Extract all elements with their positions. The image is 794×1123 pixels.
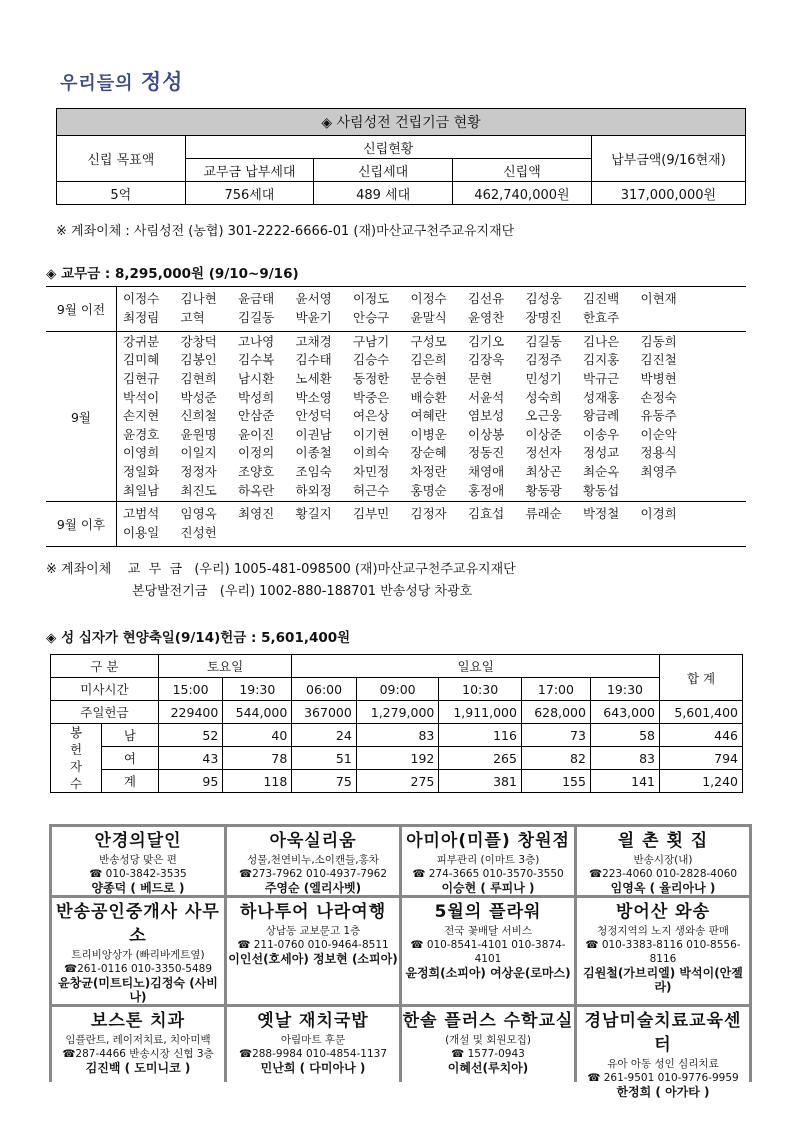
- ad-line: ☎273-7962 010-4937-7962: [238, 868, 388, 880]
- sum-cell: 75: [292, 770, 356, 793]
- member-name: 차민정: [353, 463, 390, 479]
- member-name: 구남기: [353, 333, 390, 349]
- ad-person: 이인선(호세아) 정보현 (소피아): [228, 952, 398, 966]
- member-name: 민성기: [525, 371, 562, 387]
- ad-title: 하나투어 나라여행: [239, 902, 387, 922]
- ad-line: 트리비앙상가 (빠리바게트옆): [71, 949, 205, 961]
- female-cell: 82: [521, 747, 590, 770]
- ad-person: 이혜선(루치아): [447, 1061, 529, 1075]
- female-cell: 794: [660, 747, 743, 770]
- ad-line: ☎ 261-9501 010-9776-9959: [587, 1072, 739, 1084]
- member-name: 김수복: [238, 352, 275, 368]
- sum-cell: 1,240: [660, 770, 743, 793]
- cash-cell: 643,000: [590, 701, 659, 724]
- female-cell: 78: [223, 747, 292, 770]
- transfer-label-2: 본당발전기금: [132, 584, 208, 599]
- member-name: 박성준: [180, 389, 217, 405]
- sum-cell: 155: [521, 770, 590, 793]
- member-name: 류래순: [525, 506, 562, 522]
- member-name: 이병운: [410, 426, 447, 442]
- ad-line: ☎287-4466 반송시장 신협 3층: [62, 1048, 214, 1060]
- member-name: 이일지: [180, 445, 217, 461]
- member-name: 오근웅: [525, 408, 562, 424]
- fund-table: [56, 108, 746, 205]
- ad-person: 윤정희(소피아) 여상운(로마스): [405, 966, 571, 980]
- member-name: 손지현: [123, 408, 160, 424]
- member-name: 황동광: [525, 482, 562, 498]
- ad-line: ☎ 010-8541-4101 010-3874-4101: [410, 939, 566, 965]
- member-name: 최상곤: [525, 463, 562, 479]
- transfer-prefix: ※ 계좌이체: [46, 562, 112, 577]
- member-name: 황동섭: [583, 482, 620, 498]
- member-name: 김진백: [583, 291, 620, 307]
- transfer-label-1: 교 무 금: [127, 562, 183, 577]
- male-cell: 83: [356, 724, 439, 747]
- male-cell: 24: [292, 724, 356, 747]
- member-name: 김은희: [410, 352, 447, 368]
- times-cell: 10:30: [439, 678, 522, 701]
- sum-cell: 118: [223, 770, 292, 793]
- ad-title: 반송공인중개사 사무소: [56, 902, 220, 946]
- ad-line: 반송성당 맞은 편: [99, 854, 177, 866]
- member-name: 홍명순: [410, 482, 447, 498]
- member-name: 이경희: [640, 506, 677, 522]
- sum-header: 계: [102, 770, 159, 793]
- member-name: 이상봉: [468, 426, 505, 442]
- ad-line: 상남동 교보문고 1층: [265, 925, 361, 937]
- ad-line: 유아 아동 성인 심리치료: [607, 1058, 719, 1070]
- member-name: 성숙희: [525, 389, 562, 405]
- ad-title: 경남미술치료교육센터: [584, 1011, 742, 1055]
- female-cell: 51: [292, 747, 356, 770]
- member-name: 이희숙: [353, 445, 390, 461]
- member-name: 허근수: [353, 482, 390, 498]
- member-name: 손정숙: [640, 389, 677, 405]
- ad-title: 방어산 와송: [615, 902, 711, 922]
- member-name: 안삼준: [238, 408, 275, 424]
- female-cell: 43: [158, 747, 222, 770]
- transfer-line-1: (우리) 1005-481-098500 (재)마산교구천주교유지재단: [194, 562, 516, 577]
- times-cell: 15:00: [158, 678, 222, 701]
- ad-person: 김원철(가브리엘) 박석이(안젤라): [583, 966, 743, 994]
- member-name: 하외정: [295, 482, 332, 498]
- ad-person: 양종덕 ( 베드로 ): [91, 881, 185, 895]
- offering-table: [50, 654, 743, 793]
- member-name: 이정도: [353, 291, 390, 307]
- member-name: 신희철: [180, 408, 217, 424]
- saturday-header: 토요일: [158, 655, 291, 678]
- times-cell: 19:30: [223, 678, 292, 701]
- male-cell: 58: [590, 724, 659, 747]
- pledge-households-header: 신립세대: [314, 159, 453, 182]
- member-name: 구성모: [410, 333, 447, 349]
- group-label: 9월 이전: [46, 287, 117, 332]
- member-name: 박규근: [583, 371, 620, 387]
- member-name: 정선자: [525, 445, 562, 461]
- ad-card: [52, 827, 224, 895]
- member-name: 하옥란: [238, 482, 275, 498]
- member-name: 김나현: [180, 291, 217, 307]
- member-name: 김현희: [180, 371, 217, 387]
- ad-person: 임영옥 ( 율리아나 ): [610, 881, 716, 895]
- male-cell: 40: [223, 724, 292, 747]
- name-grid: [117, 333, 746, 500]
- transfer-note: [46, 559, 516, 603]
- member-name: 안승구: [353, 310, 390, 325]
- ad-title: 아미아(미플) 창원점: [406, 831, 570, 851]
- ad-title: 5월의 플라워: [434, 902, 542, 922]
- member-name: 이정의: [238, 445, 275, 461]
- ad-line: (개설 및 회원모집): [445, 1034, 531, 1046]
- member-name: 정일화: [123, 463, 160, 479]
- sum-cell: 95: [158, 770, 222, 793]
- member-name: 김기오: [468, 333, 505, 349]
- ad-title: 아욱실리움: [269, 831, 357, 851]
- ad-line: ☎288-9984 010-4854-1137: [238, 1048, 388, 1060]
- member-name: 진성헌: [180, 525, 217, 540]
- member-name: 최영주: [640, 463, 677, 479]
- member-name: 성재홍: [583, 389, 620, 405]
- member-name: 이기현: [353, 426, 390, 442]
- member-name: 김수태: [295, 352, 332, 368]
- member-name: 이순악: [640, 426, 677, 442]
- ad-person: 윤창균(미트티노)김정숙 (사비나): [58, 976, 218, 1004]
- member-name: 장명진: [525, 310, 562, 325]
- member-name: 노세환: [295, 371, 332, 387]
- member-name: 박소영: [295, 389, 332, 405]
- member-name: 임영옥: [180, 506, 217, 522]
- member-name: 김성웅: [525, 291, 562, 307]
- ad-line: ☎223-4060 010-2828-4060: [588, 868, 738, 880]
- status-header: 신립현황: [185, 136, 591, 159]
- ad-line: ☎261-0116 010-3350-5489: [63, 963, 213, 975]
- member-name: 유동주: [640, 408, 677, 424]
- member-name: 안성덕: [295, 408, 332, 424]
- pledge-households-value: 489 세대: [314, 182, 453, 205]
- member-name: 최순옥: [583, 463, 620, 479]
- member-name: 윤금태: [238, 291, 275, 307]
- cash-cell: 229400: [158, 701, 222, 724]
- ad-person: 김진백 ( 도미니코 ): [85, 1061, 191, 1075]
- ad-card: [227, 898, 399, 1004]
- times-cell: 19:30: [590, 678, 659, 701]
- total-header: 합 계: [660, 655, 743, 701]
- time-header: 미사시간: [51, 678, 159, 701]
- ad-line: 임플란트, 레이저치료, 치아미백: [65, 1034, 211, 1046]
- member-name: 한효주: [583, 310, 620, 325]
- group-label: 9월: [46, 332, 117, 502]
- ad-person: 민난희 ( 다미아나 ): [260, 1061, 366, 1075]
- ad-line: 전국 꽃배달 서비스: [444, 925, 532, 937]
- member-name: 왕금례: [583, 408, 620, 424]
- member-name: 차정란: [410, 463, 447, 479]
- sum-cell: 275: [356, 770, 439, 793]
- sum-cell: 381: [439, 770, 522, 793]
- ad-title: 옛날 재치국밥: [257, 1011, 369, 1031]
- member-name: 김나은: [583, 333, 620, 349]
- member-name: 윤경호: [123, 426, 160, 442]
- ad-title: 보스톤 치과: [90, 1011, 186, 1031]
- group-label: 9월 이후: [46, 502, 117, 547]
- ad-person: 이승현 ( 루피나 ): [441, 881, 535, 895]
- ad-line: 성물,천연비누,소이캔들,홍차: [247, 854, 379, 866]
- times-cell: 06:00: [292, 678, 356, 701]
- account-note: ※ 계좌이체 : 사림성전 (농협) 301-2222-6666-01 (재)마산교구천주교유지재단: [56, 224, 515, 239]
- male-cell: 73: [521, 724, 590, 747]
- member-name: 서윤석: [468, 389, 505, 405]
- goal-value: 5억: [57, 182, 186, 205]
- ad-title: 읠 촌 횟 집: [617, 831, 709, 851]
- member-name: 황길지: [295, 506, 332, 522]
- member-name: 윤서영: [295, 291, 332, 307]
- ad-line: 아림마트 후문: [280, 1034, 346, 1046]
- female-cell: 83: [590, 747, 659, 770]
- title-main: 정성: [140, 69, 184, 94]
- member-name: 김봉인: [180, 352, 217, 368]
- male-header: 남: [102, 724, 159, 747]
- member-name: 김현규: [123, 371, 160, 387]
- member-name: 이송우: [583, 426, 620, 442]
- member-name: 김승수: [353, 352, 390, 368]
- member-name: 윤말식: [410, 310, 447, 325]
- member-name: 윤원명: [180, 426, 217, 442]
- ad-card: [577, 1007, 749, 1099]
- member-name: 고혁: [180, 310, 205, 325]
- member-name: 김길동: [238, 310, 275, 325]
- gubun-header: 구 분: [51, 655, 159, 678]
- member-name: 동정한: [353, 371, 390, 387]
- ad-card: [402, 1007, 574, 1099]
- member-name: 이권남: [295, 426, 332, 442]
- sunday-header: 일요일: [292, 655, 660, 678]
- ad-card: [402, 827, 574, 895]
- ad-line: ☎ 211-0760 010-9464-8511: [237, 939, 389, 951]
- attendees-header: [51, 724, 102, 793]
- member-name: 박윤기: [295, 310, 332, 325]
- member-name: 고채경: [295, 333, 332, 349]
- cash-header: 주일헌금: [51, 701, 159, 724]
- households-value: 756세대: [185, 182, 314, 205]
- cash-cell: 367000: [292, 701, 356, 724]
- member-name: 최진도: [180, 482, 217, 498]
- member-name: 김지홍: [583, 352, 620, 368]
- member-name: 윤영찬: [468, 310, 505, 325]
- member-name: 이상준: [525, 426, 562, 442]
- member-name: 배승환: [410, 389, 447, 405]
- page-title: [60, 66, 183, 96]
- member-name: 채영애: [468, 463, 505, 479]
- ad-line: 청정지역의 노지 생와송 판매: [597, 925, 729, 937]
- member-name: 김장욱: [468, 352, 505, 368]
- member-name: 정동진: [468, 445, 505, 461]
- member-name: 박성희: [238, 389, 275, 405]
- offering-heading: ◈ 성 십자가 현양축일(9/14)헌금 : 5,601,400원: [46, 630, 351, 646]
- ad-title: 한솔 플러스 수학교실: [402, 1011, 574, 1031]
- member-name: 최정림: [123, 310, 160, 325]
- ad-person: 주영순 (엘리사벳): [264, 881, 362, 895]
- ad-card: [227, 1007, 399, 1099]
- member-name: 김미혜: [123, 352, 160, 368]
- member-name: 김효섭: [468, 506, 505, 522]
- goal-header: 신립 목표액: [57, 136, 186, 182]
- member-name: 김정주: [525, 352, 562, 368]
- households-header: 교무금 납부세대: [185, 159, 314, 182]
- cash-cell: 1,279,000: [356, 701, 439, 724]
- pledge-amount-header: 신립액: [453, 159, 592, 182]
- fund-header: ◈ 사림성전 건립기금 현황: [57, 109, 746, 136]
- member-name: 이용일: [123, 525, 160, 540]
- dues-table: [46, 286, 746, 547]
- times-cell: 09:00: [356, 678, 439, 701]
- ad-line: ☎ 010-3383-8116 010-8556-8116: [585, 939, 741, 965]
- ads-grid: [49, 824, 752, 1099]
- member-name: 최영진: [238, 506, 275, 522]
- attendees-label: 봉 헌 자 수: [69, 725, 83, 791]
- female-cell: 192: [356, 747, 439, 770]
- ad-line: 피부관리 (이마트 3층): [436, 854, 540, 866]
- title-prefix: 우리들의: [60, 73, 141, 94]
- member-name: 고나영: [238, 333, 275, 349]
- ad-line: ☎ 1577-0943: [451, 1048, 525, 1060]
- member-name: 박중은: [353, 389, 390, 405]
- member-name: 정정자: [180, 463, 217, 479]
- times-cell: 17:00: [521, 678, 590, 701]
- member-name: 문현: [468, 371, 493, 387]
- paid-header: 납부금액(9/16현재): [591, 136, 745, 182]
- member-name: 김진철: [640, 352, 677, 368]
- cash-cell: 544,000: [223, 701, 292, 724]
- member-name: 김정자: [410, 506, 447, 522]
- member-name: 이정수: [123, 291, 160, 307]
- member-name: 이정수: [410, 291, 447, 307]
- ad-title: 안경의달인: [94, 831, 182, 851]
- member-name: 홍정애: [468, 482, 505, 498]
- ad-card: [402, 898, 574, 1004]
- member-name: 남시환: [238, 371, 275, 387]
- member-name: 조임숙: [295, 463, 332, 479]
- member-name: 강귀분: [123, 333, 160, 349]
- member-name: 김길동: [525, 333, 562, 349]
- member-name: 여은상: [353, 408, 390, 424]
- female-header: 여: [102, 747, 159, 770]
- female-cell: 265: [439, 747, 522, 770]
- member-name: 이현재: [640, 291, 677, 307]
- member-name: 김선유: [468, 291, 505, 307]
- male-cell: 446: [660, 724, 743, 747]
- member-name: 정용식: [640, 445, 677, 461]
- transfer-line-2: (우리) 1002-880-188701 반송성당 차광호: [219, 584, 473, 599]
- name-grid: [117, 505, 746, 542]
- ad-card: [52, 898, 224, 1004]
- member-name: 이영희: [123, 445, 160, 461]
- ad-line: ☎ 274-3665 010-3570-3550: [412, 868, 564, 880]
- member-name: 정성교: [583, 445, 620, 461]
- ad-line: 반송시장(내): [633, 854, 693, 866]
- member-name: 김동희: [640, 333, 677, 349]
- member-name: 조양호: [238, 463, 275, 479]
- member-name: 강창덕: [180, 333, 217, 349]
- name-grid: [117, 290, 746, 327]
- member-name: 최일남: [123, 482, 160, 498]
- paid-total-value: 317,000,000원: [591, 182, 745, 205]
- ad-card: [577, 898, 749, 1004]
- member-name: 문승현: [410, 371, 447, 387]
- ad-card: [577, 827, 749, 895]
- member-name: 윤이진: [238, 426, 275, 442]
- ad-person: 한정희 ( 아가타 ): [616, 1085, 710, 1099]
- member-name: 박정철: [583, 506, 620, 522]
- member-name: 박석이: [123, 389, 160, 405]
- dues-heading: ◈ 교무금 : 8,295,000원 (9/10~9/16): [46, 266, 299, 282]
- cash-cell: 1,911,000: [439, 701, 522, 724]
- ad-card: [52, 1007, 224, 1099]
- male-cell: 116: [439, 724, 522, 747]
- cash-cell: 628,000: [521, 701, 590, 724]
- sum-cell: 141: [590, 770, 659, 793]
- cash-cell: 5,601,400: [660, 701, 743, 724]
- pledge-amount-value: 462,740,000원: [453, 182, 592, 205]
- member-name: 고범석: [123, 506, 160, 522]
- ad-card: [227, 827, 399, 895]
- male-cell: 52: [158, 724, 222, 747]
- member-name: 염보성: [468, 408, 505, 424]
- member-name: 김부민: [353, 506, 390, 522]
- member-name: 여혜란: [410, 408, 447, 424]
- member-name: 박병현: [640, 371, 677, 387]
- ad-line: ☎ 010-3842-3535: [89, 868, 187, 880]
- member-name: 장순혜: [410, 445, 447, 461]
- member-name: 이종철: [295, 445, 332, 461]
